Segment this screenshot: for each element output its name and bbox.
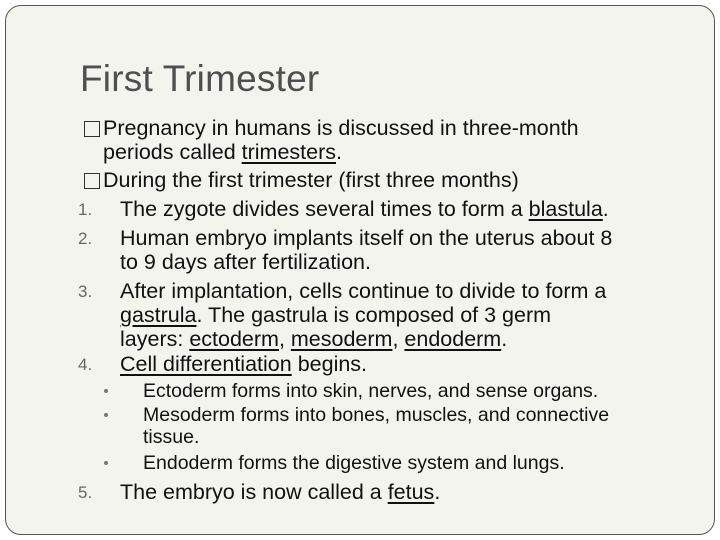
bullet-dot-icon <box>104 413 108 417</box>
sub-bullet-2-line-1: Mesoderm forms into bones, muscles, and connective <box>143 404 610 426</box>
item-2-line-1: Human embryo implants itself on the uterus about 8 <box>120 226 613 250</box>
bullet-dot-icon <box>104 389 108 393</box>
intro-bullet-1-line-1: Pregnancy in humans is discussed in three-month <box>103 116 579 140</box>
item-3-line-2: gastrula. The gastrula is composed of 3 germ <box>120 303 552 327</box>
item-number-2: 2. <box>78 229 93 248</box>
sub-bullet-3: Endoderm forms the digestive system and lungs. <box>143 452 565 474</box>
item-1-text: The zygote divides several times to form a blastula. <box>120 197 609 221</box>
checkbox-bullet-icon <box>84 121 100 137</box>
intro-bullet-2: During the first trimester (first three months) <box>103 168 519 192</box>
fetus-link[interactable]: fetus <box>387 480 435 504</box>
item-3-line-1: After implantation, cells continue to divide to form a <box>120 279 607 303</box>
mesoderm-link[interactable]: mesoderm <box>290 327 393 351</box>
checkbox-bullet-icon <box>84 173 100 189</box>
gastrula-link[interactable]: gastrula <box>120 303 197 327</box>
slide-title: First Trimester <box>80 58 320 99</box>
cell-differentiation-link[interactable]: Cell differentiation <box>120 352 292 376</box>
sub-bullet-1: Ectoderm forms into skin, nerves, and sense organs. <box>143 380 599 402</box>
item-4-text: Cell differentiation begins. <box>120 352 368 376</box>
bullet-dot-icon <box>104 461 108 465</box>
item-number-5: 5. <box>78 483 93 502</box>
ectoderm-link[interactable]: ectoderm <box>189 327 279 351</box>
blastula-link[interactable]: blastula <box>528 197 603 221</box>
item-number-4: 4. <box>78 355 93 374</box>
item-2-line-2: to 9 days after fertilization. <box>120 250 371 274</box>
item-3-line-3: layers: ectoderm, mesoderm, endoderm. <box>120 327 508 351</box>
trimesters-link[interactable]: trimesters <box>241 140 337 164</box>
endoderm-link[interactable]: endoderm <box>404 327 502 351</box>
item-number-3: 3. <box>78 282 93 301</box>
item-number-1: 1. <box>78 200 93 219</box>
intro-bullet-1-line-2: periods called trimesters. <box>103 140 342 164</box>
item-5-text: The embryo is now called a fetus. <box>120 480 441 504</box>
sub-bullet-2-line-2: tissue. <box>143 426 200 448</box>
